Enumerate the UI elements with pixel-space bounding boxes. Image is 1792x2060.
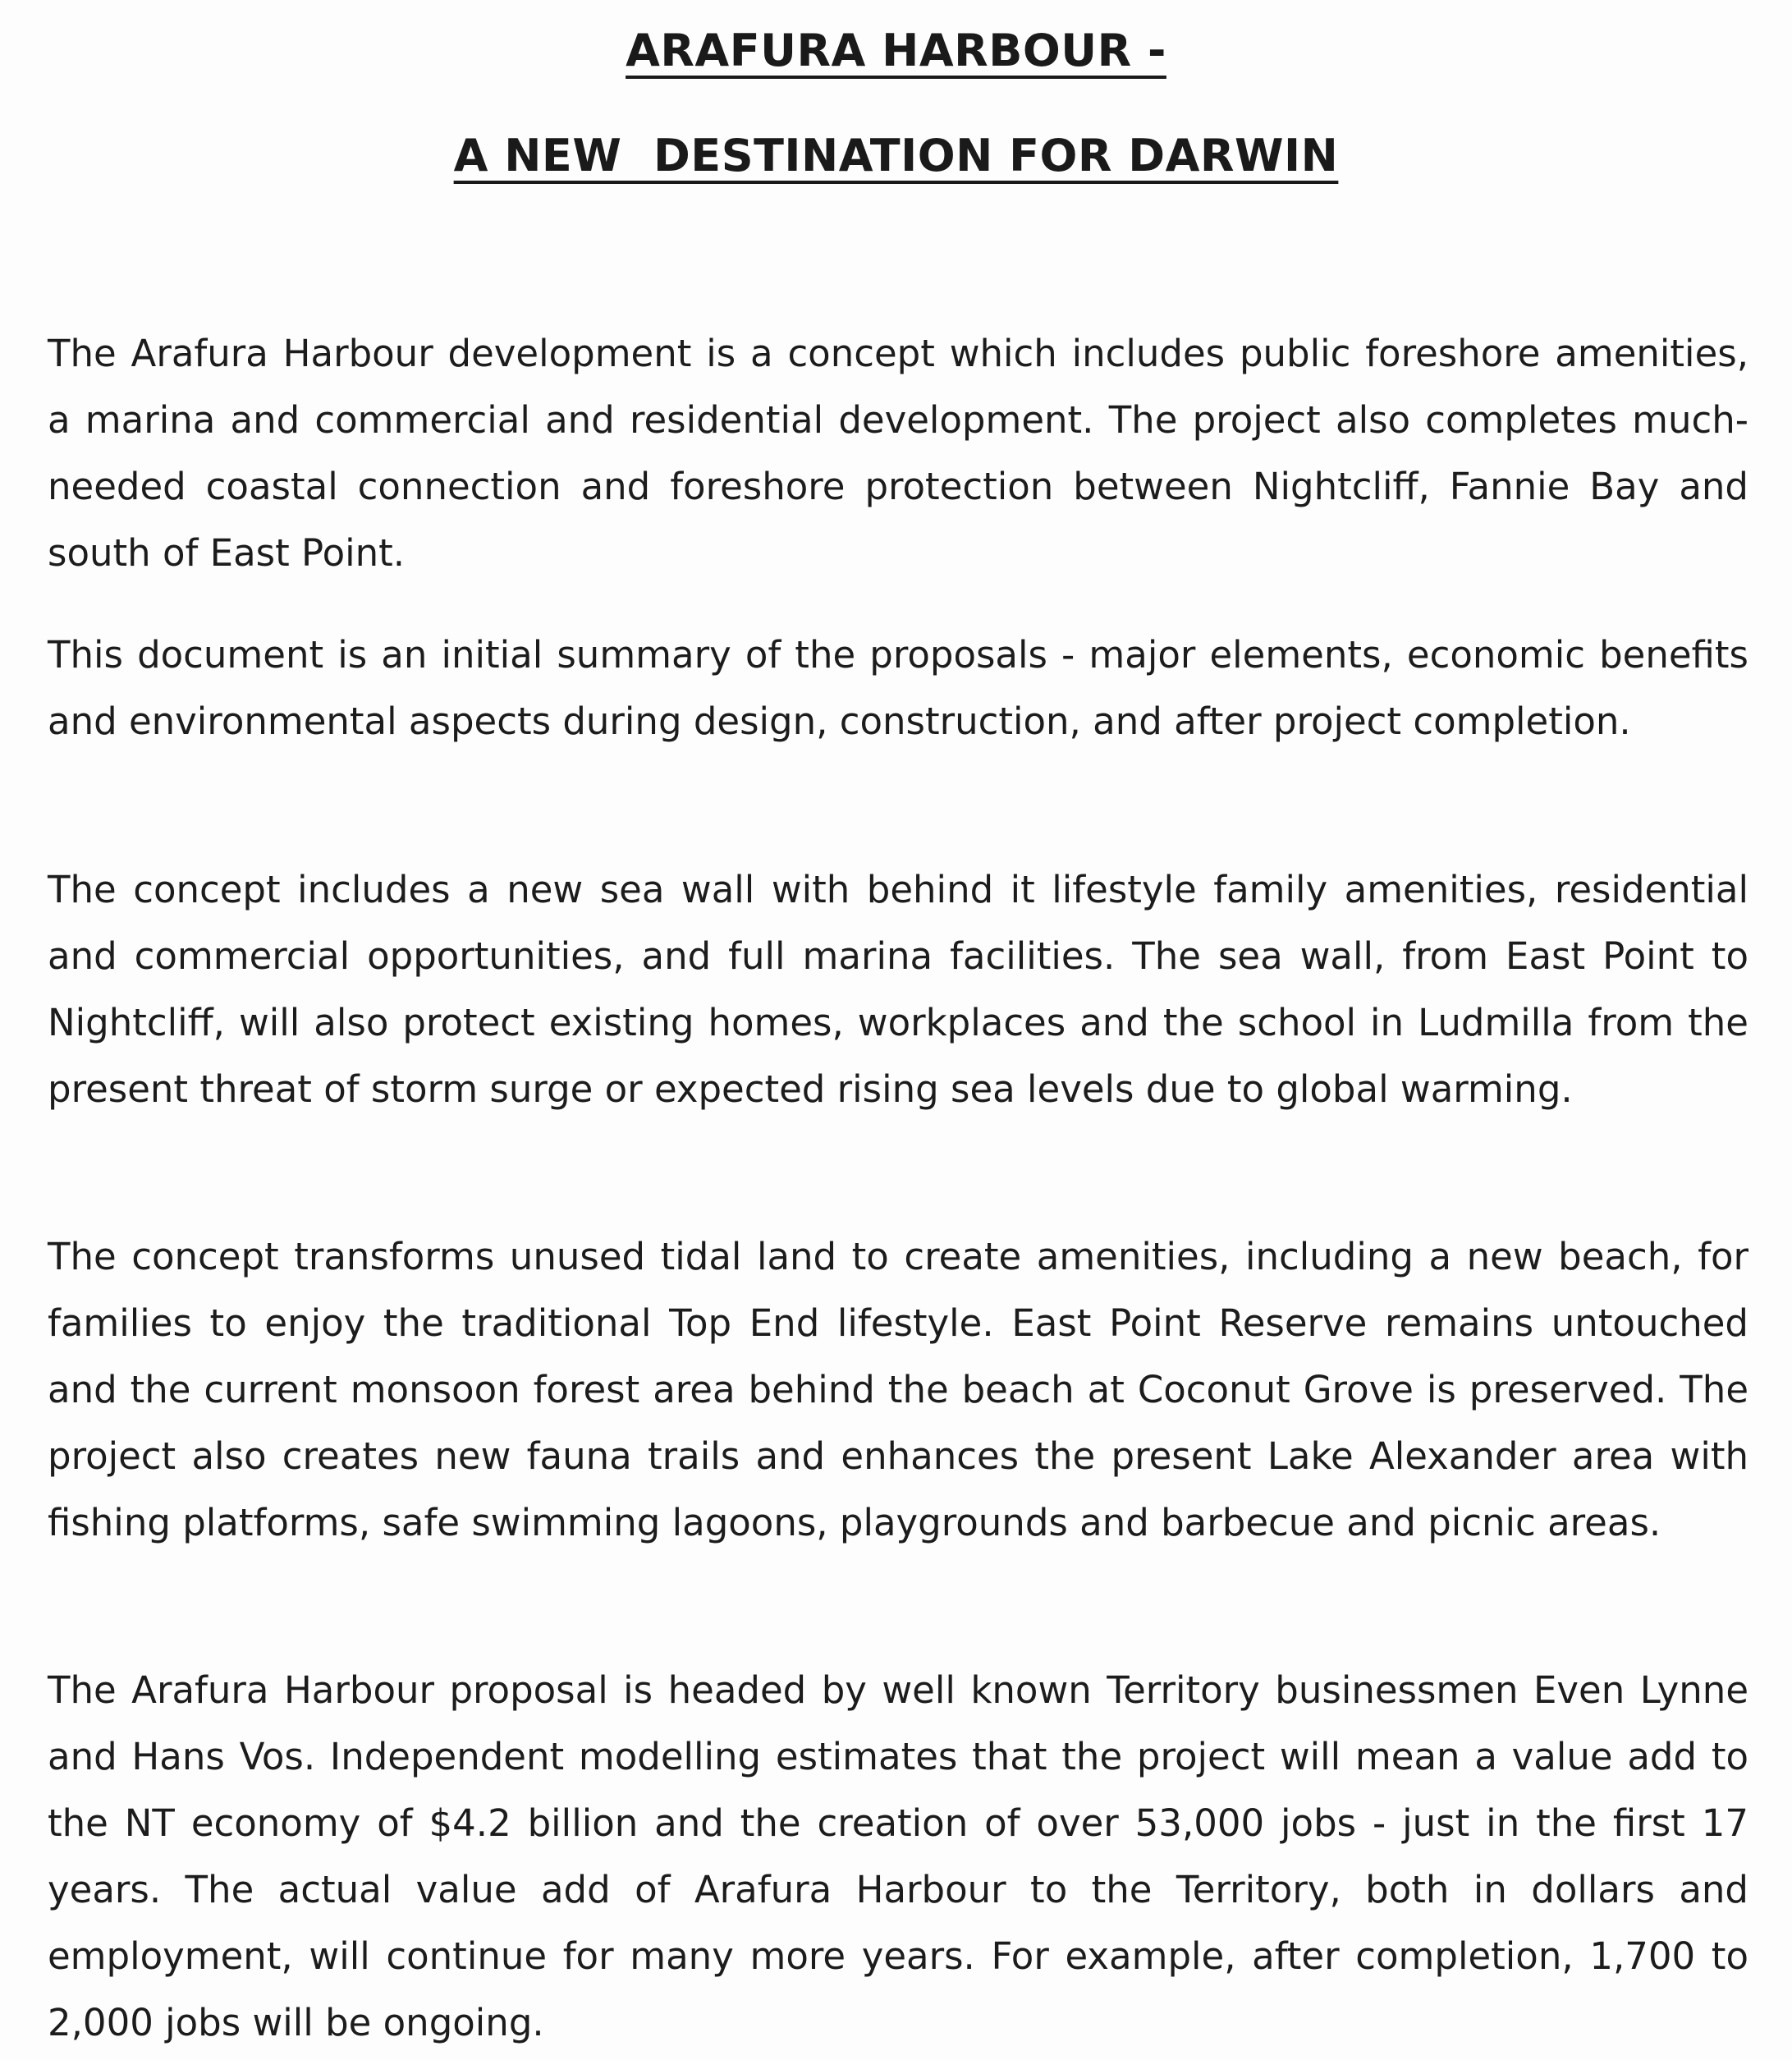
paragraph-sea-wall: The concept includes a new sea wall with behind it lifestyle family amenities, residential and commercial opportunities, and full marina facilities. The sea wall, from East Point to Nightcliff, will also protect existing homes, workplaces and the school in Ludmilla from the present threat of storm surge or expected rising sea levels due to global warming. [48,868,1748,1111]
title-line-2-container [0,130,1792,181]
title-line-1-container [0,25,1792,76]
paragraph-intro: The Arafura Harbour development is a concept which includes public foreshore amenities, a marina and commercial and residential development. The project also completes much-needed coastal connection and foreshore protection between Nightcliff, Fannie Bay and south of East Point. [48,332,1748,575]
document-title: ARAFURA HARBOUR - [626,25,1166,76]
paragraph-amenities: The concept transforms unused tidal land to create amenities, including a new beach, for families to enjoy the traditional Top End lifestyle. East Point Reserve remains untouched and the current monsoon forest area behind the beach at Coconut Grove is preserved. The project also creates new fauna trails and enhances the present Lake Alexander area with fishing platforms, safe swimming lagoons, playgrounds and barbecue and picnic areas. [48,1235,1748,1544]
document-subtitle: A NEW DESTINATION FOR DARWIN [453,130,1339,181]
paragraph-summary: This document is an initial summary of the proposals - major elements, economic benefits and environmental aspects during design, construction, and after project completion. [48,633,1748,743]
paragraph-economic: The Arafura Harbour proposal is headed by well known Territory businessmen Even Lynne and Hans Vos. Independent modelling estimates that the project will mean a value add to the NT economy of $4.2 billion and the creation of over 53,000 jobs - just in the first 17 years. The actual value add of Arafura Harbour to the Territory, both in dollars and employment, will continue for many more years. For example, after completion, 1,700 to 2,000 jobs will be ongoing. [48,1668,1748,2044]
